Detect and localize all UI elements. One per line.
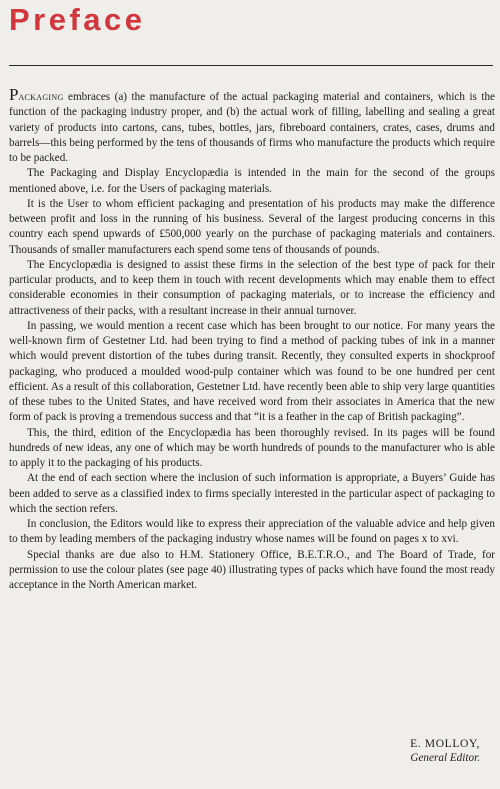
- paragraph-2: The Packaging and Display Encyclopædia is intended in the main for the second of the groups mentioned above, i.e. for the Users of packaging materials.: [9, 167, 495, 195]
- preface-body: [9, 85, 495, 593]
- editor-title: General Editor.: [410, 752, 480, 764]
- lead-letter: P: [9, 85, 19, 104]
- paragraph-6: This, the third, edition of the Encyclopædia has been thoroughly revised. In its pages will be found hundreds of new ideas, any one of which may be worth hundreds of pounds to the manufacturer who is able to apply it to the packaging of his products.: [9, 426, 495, 469]
- paragraph-9: Special thanks are due also to H.M. Stationery Office, B.E.T.R.O., and The Board of Trade, for permission to use the colour plates (see page 40) illustrating types of packs which have found the most ready acceptance in the North American market.: [9, 548, 495, 591]
- signature-block: [410, 736, 480, 766]
- paragraph-text: embraces (a) the manufacture of the actual packaging material and containers, which is the function of the packaging industry proper, and (b) the actual work of filling, labelling and sealing a great variety of products into cartons, cans, tubes, bottles, jars, fibreboard containers, crates, cases, drums and barrels—this being performed by the tens of thousands of firms who manufacture the products which require to be packed.: [9, 91, 495, 164]
- paragraph-4: The Encyclopædia is designed to assist these firms in the selection of the best type of pack for their particular products, and to keep them in touch with recent developments which may enable them to effect considerable economies in their consumption of packaging materials, or to increase the efficiency and attractiveness of their packs, with a resultant increase in their annual turnover.: [9, 258, 495, 317]
- page-title: Preface: [9, 2, 146, 37]
- title-rule: [9, 65, 493, 66]
- paragraph-5: In passing, we would mention a recent case which has been brought to our notice. For many years the well-known firm of Gestetner Ltd. had been trying to find a method of packing tubes of ink in a manner which would prevent distortion of the tubes during transit. Recently, they consulted experts in shockproof packaging, who produced a moulded wood-pulp container which was found to be one hundred per cent efficient. As a result of this collaboration, Gestetner Ltd. have recently been able to ship very large quantities of these tubes to the United States, and have received word from their associates in America that the new form of pack is proving a tremendous success and that “it is a feather in the cap of British packaging”.: [9, 319, 495, 424]
- lead-word-rest: ackaging: [18, 91, 64, 103]
- paragraph-7: At the end of each section where the inclusion of such information is appropriate, a Buyers’ Guide has been added to serve as a classified index to firms specially interested in the particular aspect of packaging to which the section refers.: [9, 472, 495, 515]
- editor-name: E. MOLLOY,: [410, 737, 480, 750]
- paragraph-8: In conclusion, the Editors would like to express their appreciation of the valuable advice and help given to them by leading members of the packaging industry whose names will be found on pages x to xvi.: [9, 518, 495, 546]
- paragraph-3: It is the User to whom efficient packaging and presentation of his products may make the difference between profit and loss in the running of his business. Several of the largest producing concerns in this country each spend upwards of £500,000 yearly on the purchase of packaging materials and containers. Thousands of smaller manufacturers each spend some tens of thousands of pounds.: [9, 197, 495, 256]
- paragraph-1: [9, 85, 495, 166]
